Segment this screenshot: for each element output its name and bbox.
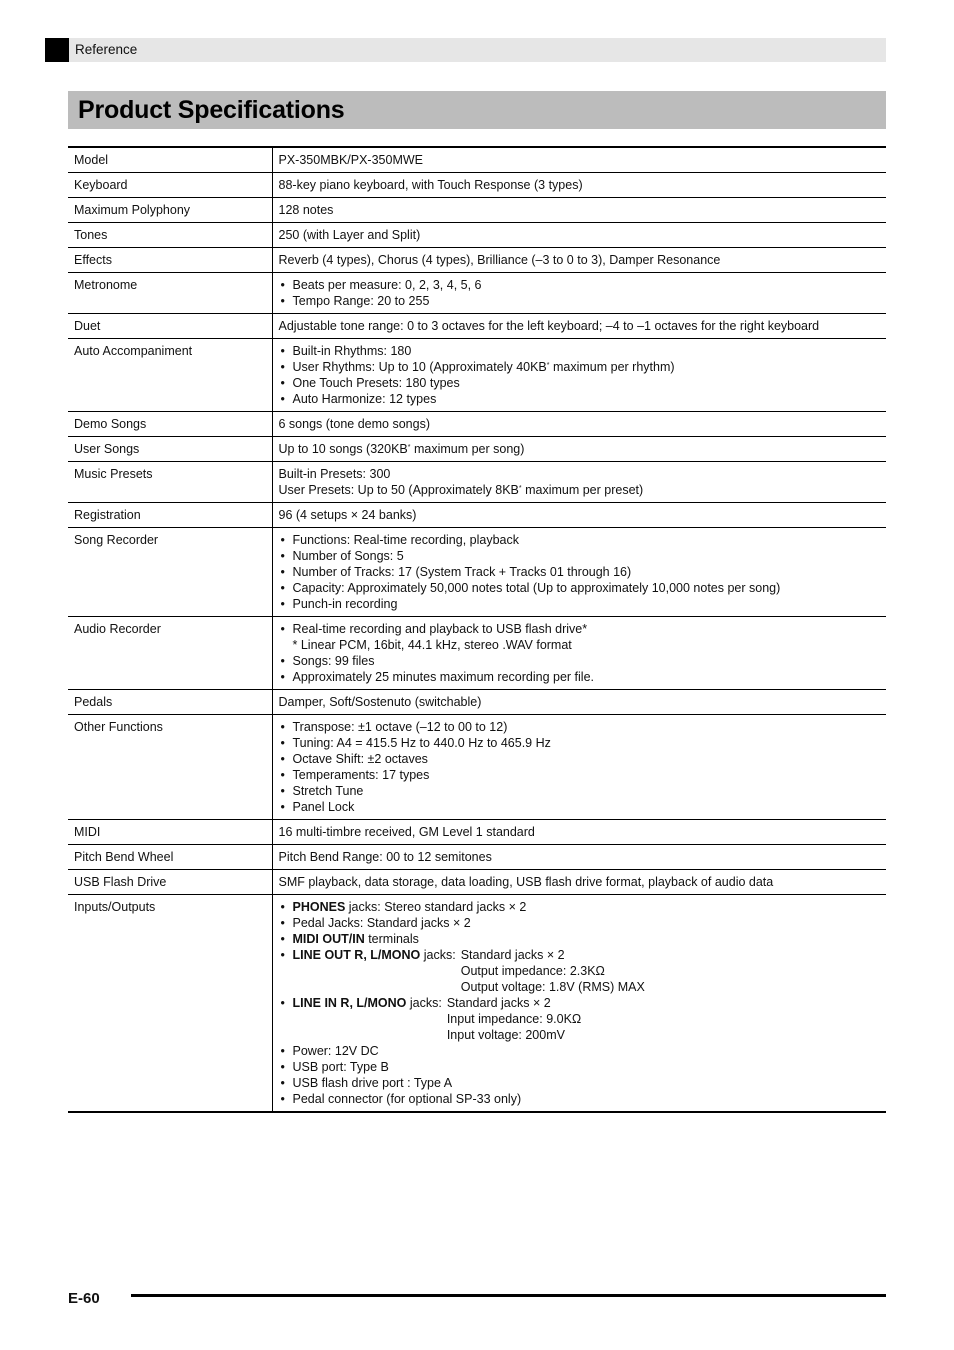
list-item-text: jacks: Stereo standard jacks × 2 [345, 900, 527, 914]
spec-value: Pitch Bend Range: 00 to 12 semitones [278, 850, 492, 864]
list-item: • Octave Shift: ±2 octaves [279, 751, 881, 767]
list-item-text: jacks: [406, 996, 442, 1010]
list-item: • Punch-in recording [279, 596, 881, 612]
spec-line [279, 482, 881, 498]
spec-label: MIDI [68, 820, 272, 845]
jack-name: LINE IN R, L/MONO [292, 996, 407, 1010]
table-row [68, 339, 886, 412]
list-item [279, 899, 881, 915]
table-row [68, 147, 886, 173]
table-row [68, 314, 886, 339]
spec-value [272, 895, 886, 1113]
list-item: • Capacity: Approximately 50,000 notes total (Up to approximately 10,000 notes per song) [279, 580, 881, 596]
list-item [279, 359, 881, 375]
table-row [68, 528, 886, 617]
footer-rule [131, 1294, 886, 1297]
spec-value-text: maximum per song) [410, 442, 525, 456]
list-item-text: jacks: [420, 948, 456, 962]
spec-value: Reverb (4 types), Chorus (4 types), Brilliance (–3 to 0 to 3), Damper Resonance [278, 253, 721, 267]
spec-value: 96 (4 setups × 24 banks) [278, 508, 417, 522]
footnote-mark: * [518, 485, 522, 492]
table-row [68, 715, 886, 820]
spec-value: 250 (with Layer and Split) [278, 228, 421, 242]
line-in-spec [279, 995, 881, 1043]
table-row [68, 895, 886, 1113]
spec-value [272, 528, 886, 617]
list-item: • Approximately 25 minutes maximum recording per file. [279, 669, 881, 685]
table-row [68, 273, 886, 314]
footnote-mark: * [546, 362, 550, 369]
jack-value: Input voltage: 200mV [446, 1028, 565, 1042]
jack-value: Output voltage: 1.8V (RMS) MAX [460, 980, 645, 994]
list-item: • Pedal connector (for optional SP-33 only) [279, 1091, 881, 1107]
spec-line: Built-in Presets: 300 [278, 467, 391, 481]
table-row [68, 617, 886, 690]
list-item [279, 947, 456, 995]
spec-label: Audio Recorder [68, 617, 272, 690]
list-item: • Pedal Jacks: Standard jacks × 2 [279, 915, 881, 931]
footnote-text: * Linear PCM, 16bit, 44.1 kHz, stereo .WAV format [292, 638, 572, 652]
table-row [68, 845, 886, 870]
spec-label: USB Flash Drive [68, 870, 272, 895]
list-item: • Auto Harmonize: 12 types [279, 391, 881, 407]
table-row [68, 412, 886, 437]
list-item: • Tuning: A4 = 415.5 Hz to 440.0 Hz to 465.9 Hz [279, 735, 881, 751]
spec-label: Metronome [68, 273, 272, 314]
table-row [68, 248, 886, 273]
table-row [68, 820, 886, 845]
spec-value [272, 715, 886, 820]
spec-value: 6 songs (tone demo songs) [278, 417, 430, 431]
spec-value: PX-350MBK/PX-350MWE [278, 153, 423, 167]
spec-value: Adjustable tone range: 0 to 3 octaves for the left keyboard; –4 to –1 octaves for the right keyboard [278, 319, 820, 333]
spec-value [272, 462, 886, 503]
jack-values [447, 995, 581, 1043]
spec-label: Effects [68, 248, 272, 273]
spec-label: Duet [68, 314, 272, 339]
table-row [68, 198, 886, 223]
spec-label: Keyboard [68, 173, 272, 198]
spec-value [272, 617, 886, 690]
table-row [68, 173, 886, 198]
list-item: • Real-time recording and playback to USB flash drive* [279, 621, 881, 637]
spec-label: Music Presets [68, 462, 272, 503]
list-item: • Temperaments: 17 types [279, 767, 881, 783]
spec-label: Model [68, 147, 272, 173]
section-label: Reference [75, 42, 138, 57]
list-item: • Panel Lock [279, 799, 881, 815]
spec-value: 88-key piano keyboard, with Touch Response (3 types) [278, 178, 583, 192]
page-number: E-60 [68, 1290, 100, 1307]
list-item: • Stretch Tune [279, 783, 881, 799]
jack-value: Standard jacks × 2 [446, 996, 551, 1010]
list-item: • Tempo Range: 20 to 255 [279, 293, 881, 309]
line-out-spec [279, 947, 881, 995]
list-item: • Transpose: ±1 octave (–12 to 00 to 12) [279, 719, 881, 735]
table-row [68, 437, 886, 462]
spec-value [272, 437, 886, 462]
list-item: • Power: 12V DC [279, 1043, 881, 1059]
list-item-text: User Rhythms: Up to 10 (Approximately 40KB [292, 360, 547, 374]
table-row [68, 462, 886, 503]
spec-value-text: User Presets: Up to 50 (Approximately 8KB [278, 483, 519, 497]
table-row [68, 690, 886, 715]
spec-value [272, 273, 886, 314]
list-item-text: maximum per rhythm) [549, 360, 675, 374]
spec-label: User Songs [68, 437, 272, 462]
spec-value: SMF playback, data storage, data loading, USB flash drive format, playback of audio data [278, 875, 774, 889]
list-item [279, 931, 881, 947]
spec-label: Inputs/Outputs [68, 895, 272, 1113]
jack-value: Output impedance: 2.3KΩ [460, 964, 605, 978]
spec-value-text: maximum per preset) [521, 483, 644, 497]
spec-label: Tones [68, 223, 272, 248]
table-row [68, 223, 886, 248]
table-row [68, 870, 886, 895]
list-item: • Number of Songs: 5 [279, 548, 881, 564]
spec-label: Pedals [68, 690, 272, 715]
specifications-table [68, 146, 886, 1113]
list-item: • Beats per measure: 0, 2, 3, 4, 5, 6 [279, 277, 881, 293]
spec-label: Pitch Bend Wheel [68, 845, 272, 870]
page-title: Product Specifications [78, 96, 345, 124]
list-item-text: terminals [364, 932, 419, 946]
list-item [279, 995, 442, 1043]
jack-value: Standard jacks × 2 [460, 948, 565, 962]
table-row [68, 503, 886, 528]
list-item: • One Touch Presets: 180 types [279, 375, 881, 391]
spec-value: Damper, Soft/Sostenuto (switchable) [278, 695, 482, 709]
jack-name: LINE OUT R, L/MONO [292, 948, 421, 962]
footnote-mark: * [407, 444, 411, 451]
spec-label: Song Recorder [68, 528, 272, 617]
spec-value: 128 notes [278, 203, 334, 217]
spec-label: Demo Songs [68, 412, 272, 437]
page-title-bar [68, 91, 886, 129]
spec-label: Registration [68, 503, 272, 528]
spec-label: Other Functions [68, 715, 272, 820]
list-item: • Number of Tracks: 17 (System Track + Tracks 01 through 16) [279, 564, 881, 580]
jack-name: MIDI OUT/IN [292, 932, 365, 946]
jack-value: Input impedance: 9.0KΩ [446, 1012, 582, 1026]
list-item: • Songs: 99 files [279, 653, 881, 669]
section-header-bar [45, 38, 886, 62]
spec-label: Auto Accompaniment [68, 339, 272, 412]
list-item: • USB flash drive port : Type A [279, 1075, 881, 1091]
section-marker [45, 38, 69, 62]
spec-value [272, 339, 886, 412]
list-item: • Built-in Rhythms: 180 [279, 343, 881, 359]
spec-value-text: Up to 10 songs (320KB [278, 442, 408, 456]
jack-name: PHONES [292, 900, 346, 914]
spec-value: 16 multi-timbre received, GM Level 1 standard [278, 825, 535, 839]
jack-values [461, 947, 645, 995]
spec-label: Maximum Polyphony [68, 198, 272, 223]
list-item: • Functions: Real-time recording, playback [279, 532, 881, 548]
list-item: • USB port: Type B [279, 1059, 881, 1075]
